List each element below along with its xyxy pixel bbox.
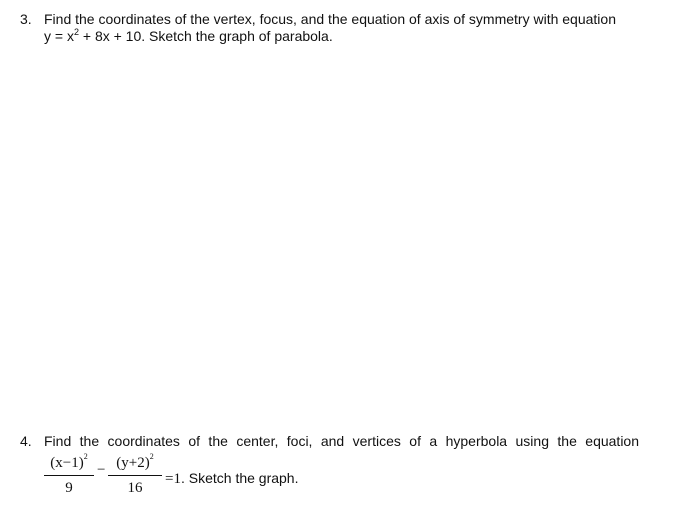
fraction-y-denominator: 16 <box>127 480 143 496</box>
problem-3-exponent: 2 <box>73 27 79 37</box>
problem-3-text-line-2 <box>44 28 333 47</box>
problem-4-instruction: . Sketch the graph. <box>180 470 299 486</box>
problem-3-number: 3. <box>20 11 32 27</box>
fraction-x-denominator: 9 <box>65 480 73 496</box>
fraction-x-term <box>44 453 94 498</box>
problem-3-equation-start: y = x <box>44 28 74 44</box>
fraction-x-numerator <box>44 453 94 475</box>
y-term: (y+2) <box>116 455 150 471</box>
problem-3-equation-end: + 8x + 10. Sketch the graph of parabola. <box>78 28 333 44</box>
problem-3-text-line-1: Find the coordinates of the vertex, focus, and the equation of axis of symmetry with equation <box>44 11 616 27</box>
x-term-exponent: 2 <box>83 452 88 461</box>
fraction-y-numerator <box>108 453 162 475</box>
fraction-y-term <box>108 453 162 498</box>
y-term-exponent: 2 <box>149 452 154 461</box>
hyperbola-equation <box>44 453 344 503</box>
minus-sign: − <box>97 462 106 478</box>
problem-4-number: 4. <box>20 433 32 449</box>
equals-one: =1 <box>165 471 181 487</box>
problem-4-text-line-1: Find the coordinates of the center, foci, and vertices of a hyperbola using the equation <box>44 433 639 449</box>
equation-rhs <box>165 470 299 488</box>
x-term: (x−1) <box>50 455 84 471</box>
